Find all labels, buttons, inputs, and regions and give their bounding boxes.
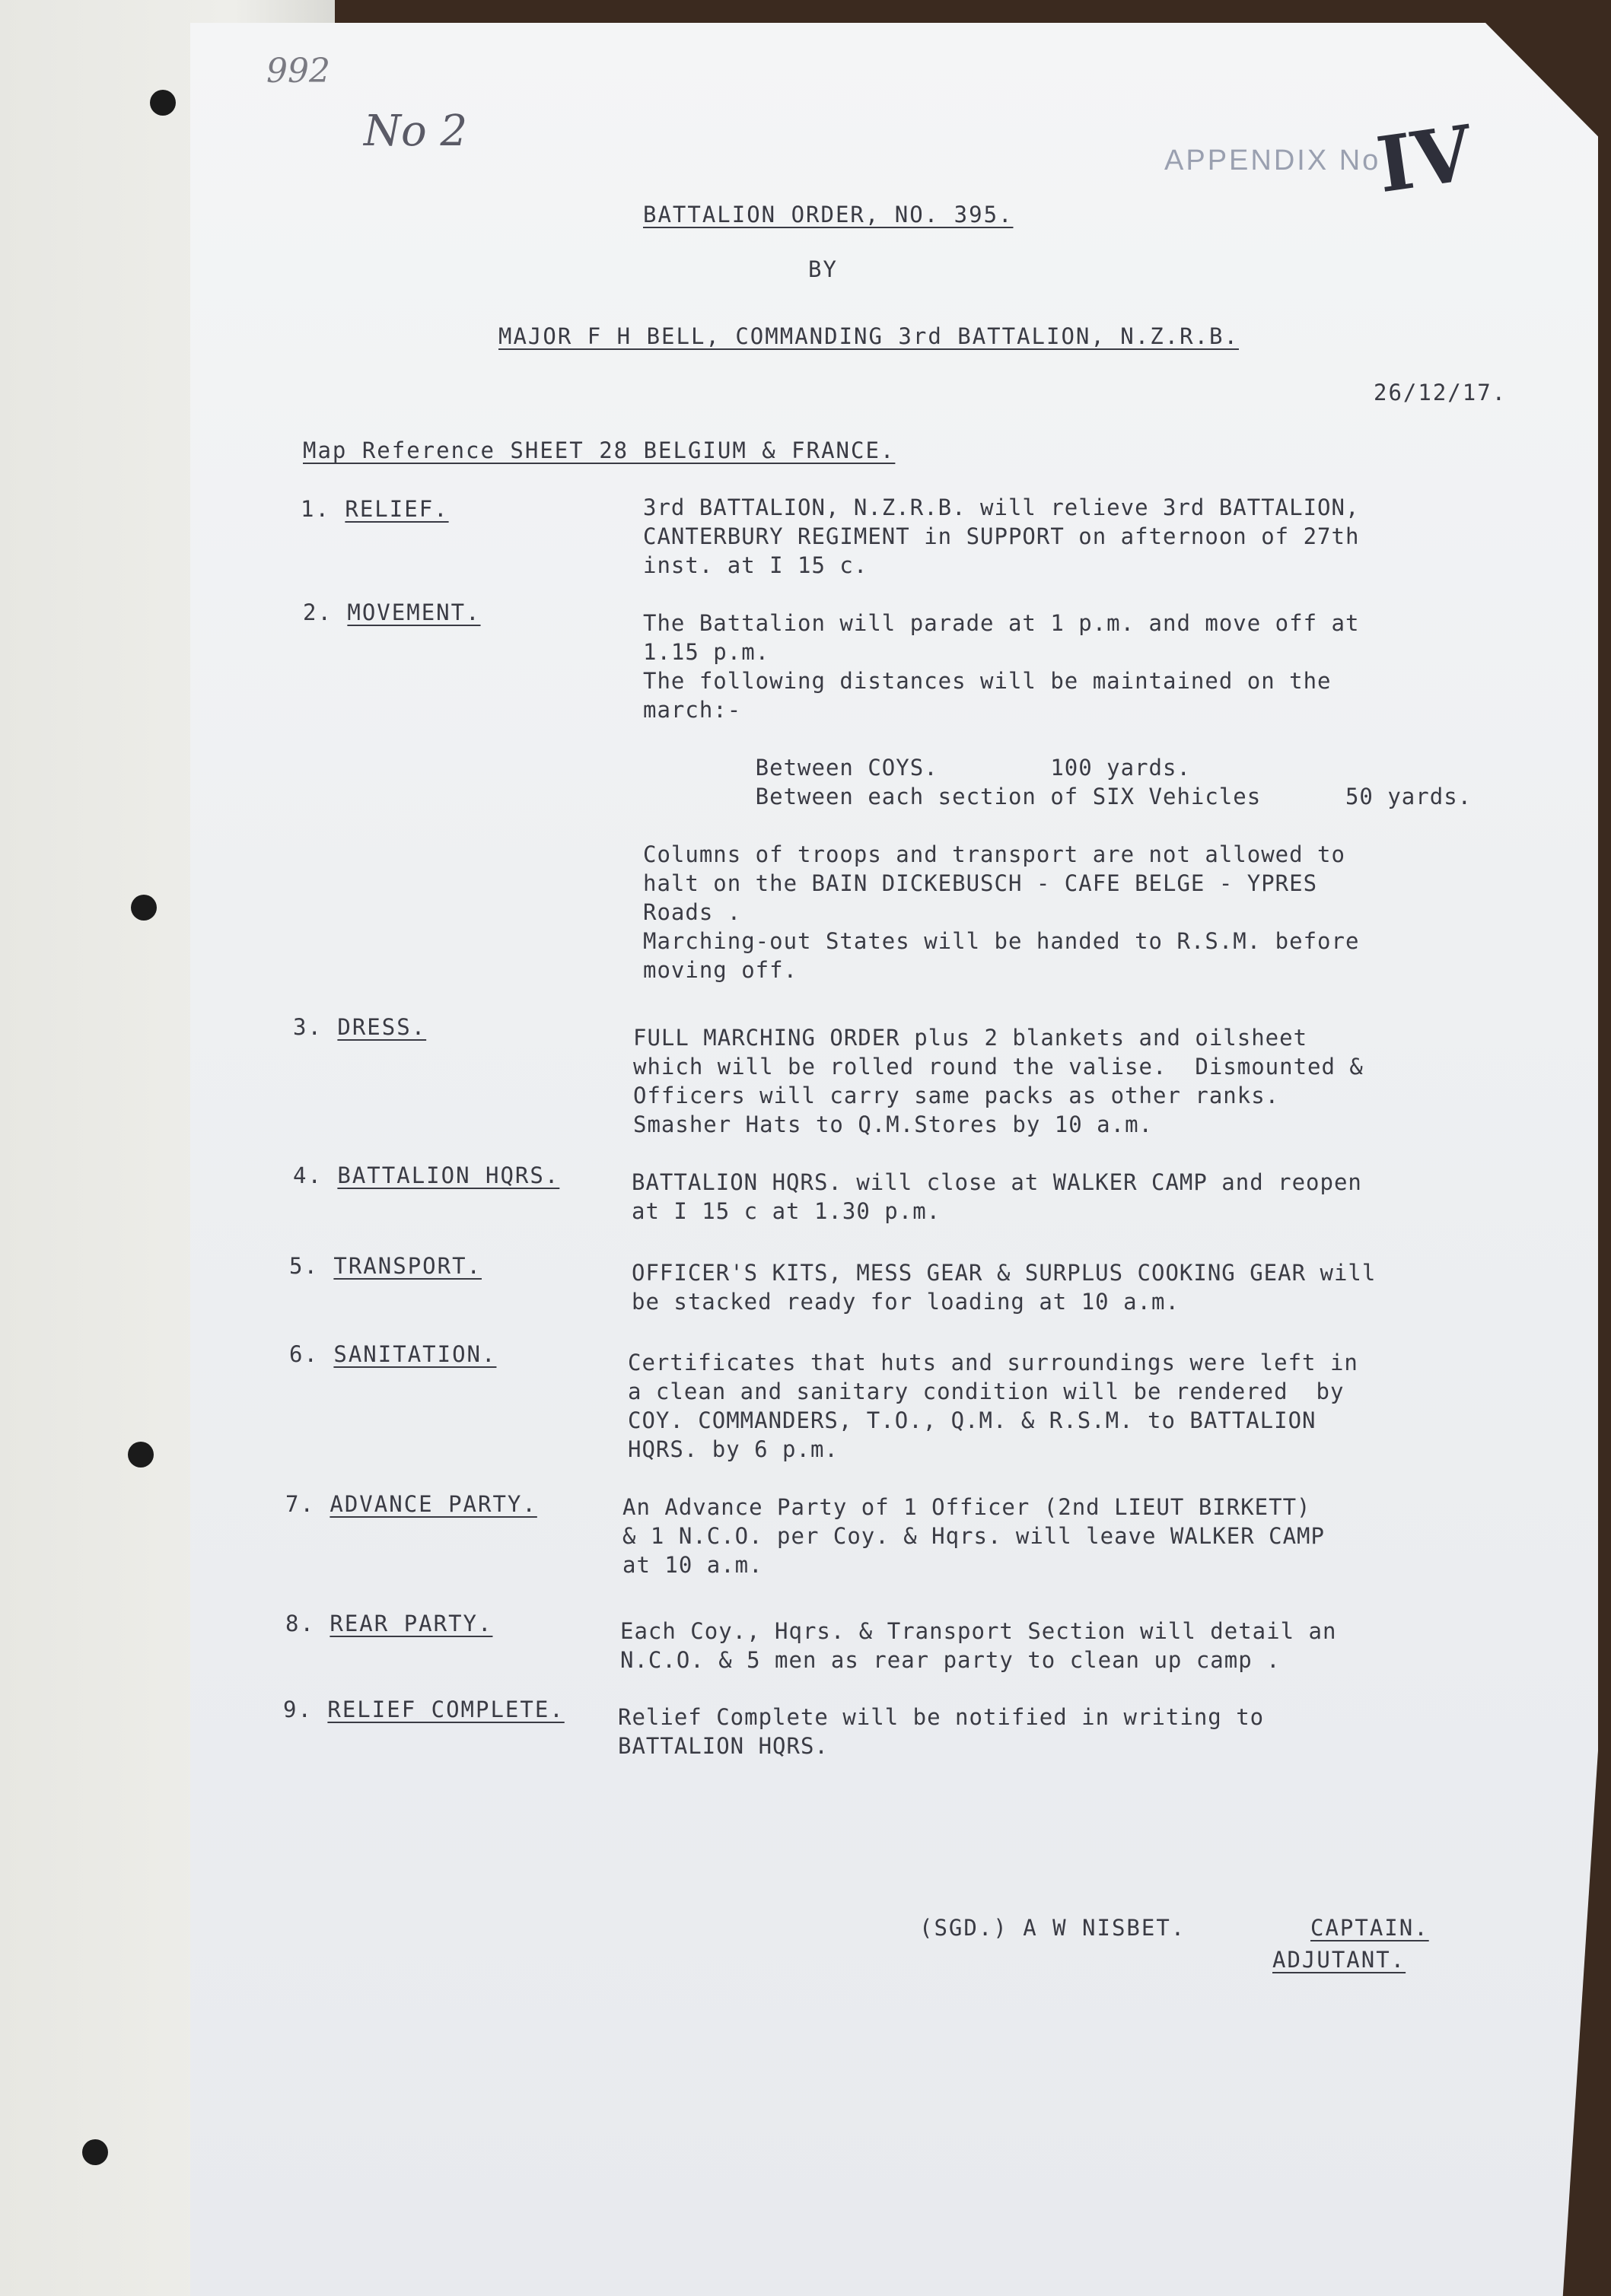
paragraph-heading: [293, 1014, 426, 1040]
paragraph-number: 5.: [289, 1253, 319, 1279]
paragraph-number: 2.: [303, 599, 333, 625]
paragraph-title: ADVANCE PARTY.: [330, 1491, 537, 1517]
signature-line: (SGD.) A W NISBET.: [919, 1915, 1186, 1941]
paragraph-title: MOVEMENT.: [347, 599, 481, 625]
paragraph-number: 6.: [289, 1341, 319, 1367]
map-reference: Map Reference SHEET 28 BELGIUM & FRANCE.: [303, 437, 896, 463]
paragraph-number: 7.: [285, 1491, 315, 1517]
paragraph-heading: [285, 1491, 537, 1517]
paragraph-body: OFFICER'S KITS, MESS GEAR & SURPLUS COOKING GEAR will be stacked ready for loading at 10 a.m.: [632, 1260, 1377, 1315]
signature-rank: CAPTAIN.: [1310, 1915, 1429, 1941]
paragraph-number: 3.: [293, 1014, 323, 1040]
document-number: No 2: [364, 107, 468, 156]
paragraph-body: The Battalion will parade at 1 p.m. and move off at 1.15 p.m. The following distances will be maintained on the march:- Between COYS. 100 yards. Between each section of SIX Vehicles 50 yards. Columns of troops and transport are not allowed to halt on the BAIN DICKEBUSCH - CAFE BELGE - YPRES Roads . Marching-out States will be handed to R.S.M. before moving off.: [643, 610, 1473, 983]
paragraph-body: Certificates that huts and surroundings were left in a clean and sanitary condition will be rendered by COY. COMMANDERS, T.O., Q.M. & R.S.M. to BATTALION HQRS. by 6 p.m.: [628, 1350, 1358, 1462]
paragraph-body: FULL MARCHING ORDER plus 2 blankets and oilsheet which will be rolled round the valise. Dismounted & Officers will carry same packs as other ranks. Smasher Hats to Q.M.Stores by 10 a.m.: [633, 1025, 1364, 1137]
paragraph-heading: [289, 1253, 482, 1279]
paragraph-heading: [293, 1162, 559, 1188]
signature-role: ADJUTANT.: [1272, 1947, 1406, 1973]
punch-hole: [131, 895, 157, 921]
order-by: BY: [808, 256, 838, 282]
paragraph-number: 4.: [293, 1162, 323, 1188]
paragraph-title: RELIEF COMPLETE.: [327, 1697, 565, 1722]
paragraph-heading: [289, 1341, 496, 1367]
paragraph-heading: [301, 496, 449, 522]
appendix-stamp: APPENDIX No: [1164, 145, 1381, 176]
paragraph-body: 3rd BATTALION, N.Z.R.B. will relieve 3rd BATTALION, CANTERBURY REGIMENT in SUPPORT on afternoon of 27th inst. at I 15 c.: [643, 494, 1360, 578]
order-date: 26/12/17.: [1374, 380, 1508, 405]
paragraph-number: 9.: [283, 1697, 313, 1722]
paragraph-title: DRESS.: [337, 1014, 427, 1040]
paragraph-body: BATTALION HQRS. will close at WALKER CAMP and reopen at I 15 c at 1.30 p.m.: [632, 1169, 1362, 1224]
paragraph-number: 8.: [285, 1611, 315, 1636]
paragraph-title: RELIEF.: [345, 496, 449, 522]
punch-hole: [82, 2139, 108, 2165]
paragraph-body: Each Coy., Hqrs. & Transport Section will detail an N.C.O. & 5 men as rear party to clean up camp .: [620, 1618, 1337, 1673]
paragraph-title: SANITATION.: [333, 1341, 497, 1367]
order-commander: MAJOR F H BELL, COMMANDING 3rd BATTALION, N.Z.R.B.: [498, 323, 1239, 349]
paragraph-title: BATTALION HQRS.: [337, 1162, 560, 1188]
paragraph-body: Relief Complete will be notified in writing to BATTALION HQRS.: [618, 1704, 1265, 1759]
order-title: BATTALION ORDER, NO. 395.: [643, 202, 1014, 227]
folio-number: 992: [266, 52, 330, 91]
paragraph-body: An Advance Party of 1 Officer (2nd LIEUT BIRKETT) & 1 N.C.O. per Coy. & Hqrs. will leave WALKER CAMP at 10 a.m.: [622, 1494, 1325, 1578]
appendix-number: IV: [1371, 107, 1478, 211]
paragraph-heading: [285, 1611, 492, 1636]
punch-hole: [150, 90, 176, 116]
paragraph-number: 1.: [301, 496, 330, 522]
paragraph-title: TRANSPORT.: [333, 1253, 482, 1279]
punch-hole: [128, 1442, 154, 1468]
paragraph-heading: [303, 599, 481, 625]
paragraph-title: REAR PARTY.: [330, 1611, 493, 1636]
paragraph-heading: [283, 1697, 565, 1722]
